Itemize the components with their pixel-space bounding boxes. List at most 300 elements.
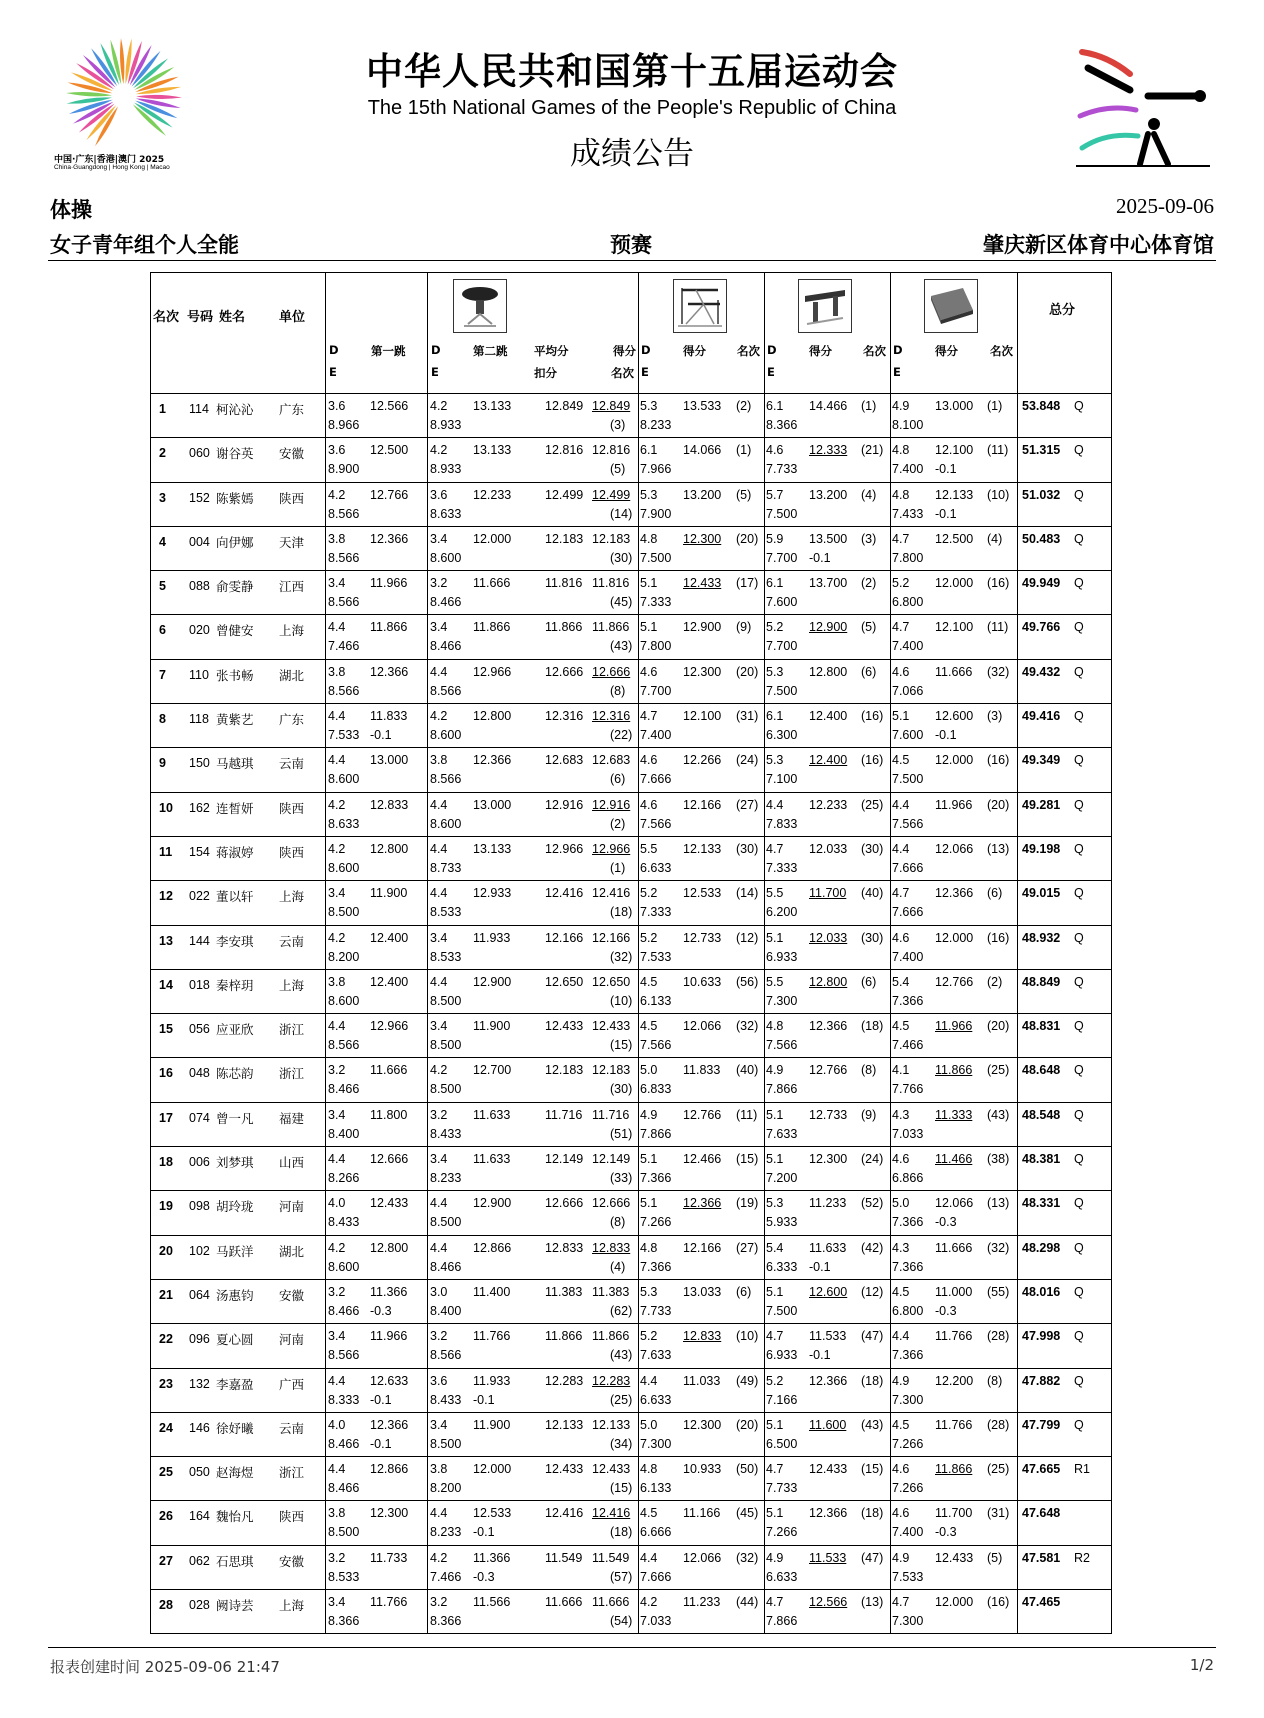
team-name: 云南 xyxy=(279,756,305,772)
ub-rank: (31) xyxy=(736,709,759,724)
team-name: 湖北 xyxy=(279,1243,305,1259)
fx-rank: (13) xyxy=(987,1196,1010,1211)
fx-d: 4.1 xyxy=(892,1063,910,1078)
table-row xyxy=(151,394,1111,438)
team-name: 天津 xyxy=(279,534,305,550)
rank-cell: 18 xyxy=(159,1155,173,1170)
table-row xyxy=(151,1280,1111,1324)
athlete-name: 俞雯静 xyxy=(216,579,254,595)
fx-e: 7.466 xyxy=(892,1038,924,1053)
gymnastics-mark xyxy=(1068,44,1218,168)
vault2-d: 4.2 xyxy=(430,443,448,458)
vault2-d: 4.4 xyxy=(430,841,448,856)
ub-rank: (50) xyxy=(736,1462,759,1477)
bb-d: 5.1 xyxy=(766,1506,784,1521)
bb-d: 6.1 xyxy=(766,576,784,591)
bb-score: 12.366 xyxy=(809,1506,848,1521)
total-score: 48.648 xyxy=(1022,1063,1061,1078)
fx-rank: (11) xyxy=(987,620,1009,635)
vault2-e: 8.466 xyxy=(430,1259,462,1274)
bb-e: 7.866 xyxy=(766,1614,798,1629)
sport-name: 体操 xyxy=(50,198,92,222)
header-bib: 号码 xyxy=(187,310,214,325)
qualification-mark: Q xyxy=(1074,974,1084,989)
vault2-score: 11.933 xyxy=(473,930,511,945)
vault2-e: 8.600 xyxy=(430,816,462,831)
ub-score: 11.833 xyxy=(683,1063,721,1078)
header-total: 总分 xyxy=(1049,303,1076,318)
athlete-name: 夏心圆 xyxy=(216,1332,254,1348)
vault1-e: 8.600 xyxy=(328,993,360,1008)
athlete-name: 陈芯韵 xyxy=(216,1066,254,1082)
bib-cell: 018 xyxy=(189,977,210,992)
vault-average: 12.833 xyxy=(545,1240,584,1255)
ub-rank: (1) xyxy=(736,443,752,458)
vault-rank: (32) xyxy=(610,949,633,964)
vault1-e: 8.500 xyxy=(328,1525,360,1540)
vault-rank: (30) xyxy=(610,1082,633,1097)
header-fx-e: E xyxy=(893,365,901,379)
ub-score: 12.166 xyxy=(683,1240,722,1255)
bb-rank: (4) xyxy=(861,487,877,502)
fx-d: 4.7 xyxy=(892,531,910,546)
vault1-d: 4.2 xyxy=(328,841,346,856)
rank-cell: 11 xyxy=(159,844,173,859)
fx-score: 12.766 xyxy=(935,974,974,989)
athlete-name: 马跃洋 xyxy=(216,1243,254,1259)
vault-average: 12.650 xyxy=(545,974,584,989)
bb-score: 12.233 xyxy=(809,797,848,812)
vault2-score: 11.633 xyxy=(473,1152,511,1167)
bb-rank: (13) xyxy=(861,1595,884,1610)
vault1-score: 11.766 xyxy=(370,1595,408,1610)
vault1-d: 4.4 xyxy=(328,753,346,768)
vault2-score: 12.966 xyxy=(473,664,512,679)
fx-deduct: -0.3 xyxy=(935,1303,957,1318)
bb-e: 7.333 xyxy=(766,860,798,875)
vault-rank: (34) xyxy=(610,1436,633,1451)
bb-rank: (30) xyxy=(861,930,884,945)
bb-e: 7.566 xyxy=(766,1038,798,1053)
vault2-score: 11.766 xyxy=(473,1329,511,1344)
bb-score: 11.633 xyxy=(809,1240,847,1255)
ub-e: 7.333 xyxy=(640,905,672,920)
vault-rank: (10) xyxy=(610,993,633,1008)
vault-average: 12.966 xyxy=(545,841,584,856)
bb-rank: (18) xyxy=(861,1506,884,1521)
vault1-score: 13.000 xyxy=(370,753,409,768)
fx-e: 7.400 xyxy=(892,462,924,477)
bb-rank: (18) xyxy=(861,1373,884,1388)
fx-rank: (5) xyxy=(987,1550,1003,1565)
bb-rank: (30) xyxy=(861,841,884,856)
vault1-score: 12.566 xyxy=(370,399,409,413)
vault-score: 12.650 xyxy=(592,974,631,989)
vault-rank: (8) xyxy=(610,1215,626,1230)
ub-d: 5.2 xyxy=(640,886,658,901)
vault2-score: 13.133 xyxy=(473,443,512,458)
vault-average: 11.866 xyxy=(545,1329,583,1344)
fx-e: 7.433 xyxy=(892,506,924,521)
bb-e: 6.333 xyxy=(766,1259,798,1274)
logo-caption-cn: 中国·广东|香港|澳门 2025 xyxy=(54,155,165,165)
qualification-mark: Q xyxy=(1074,797,1084,812)
ub-d: 5.0 xyxy=(640,1417,658,1432)
ub-score: 12.300 xyxy=(683,664,722,679)
vault-score: 11.866 xyxy=(592,1329,630,1344)
bb-score: 12.600 xyxy=(809,1284,848,1299)
ub-rank: (27) xyxy=(736,1240,759,1255)
rank-cell: 21 xyxy=(159,1287,173,1302)
team-name: 广西 xyxy=(279,1376,305,1392)
table-row xyxy=(151,881,1111,925)
fx-rank: (8) xyxy=(987,1373,1003,1388)
rank-cell: 28 xyxy=(159,1598,173,1613)
athlete-name: 马越琪 xyxy=(216,756,254,772)
vault1-e: 8.966 xyxy=(328,418,360,432)
fx-rank: (32) xyxy=(987,1240,1010,1255)
fx-rank: (13) xyxy=(987,841,1010,856)
fx-score: 12.366 xyxy=(935,886,974,901)
vault-score: 12.166 xyxy=(592,930,631,945)
bb-d: 5.1 xyxy=(766,1417,784,1432)
bib-cell: 144 xyxy=(189,933,210,948)
fx-d: 4.6 xyxy=(892,1152,910,1167)
table-row xyxy=(151,571,1111,615)
qualification-mark: Q xyxy=(1074,1284,1084,1299)
vault1-d: 3.4 xyxy=(328,886,346,901)
vault-average: 12.166 xyxy=(545,930,584,945)
total-score: 48.331 xyxy=(1022,1196,1061,1211)
ub-e: 6.666 xyxy=(640,1525,672,1540)
ub-d: 4.8 xyxy=(640,1462,658,1477)
ub-d: 4.4 xyxy=(640,1373,658,1388)
fx-rank: (31) xyxy=(987,1506,1010,1521)
vault-rank: (62) xyxy=(610,1303,633,1318)
table-header xyxy=(151,273,1111,394)
fx-e: 7.400 xyxy=(892,949,924,964)
team-name: 河南 xyxy=(279,1199,305,1215)
created-label: 报表创建时间 xyxy=(50,1658,141,1676)
ub-e: 7.566 xyxy=(640,816,672,831)
team-name: 安徽 xyxy=(279,1553,305,1569)
uneven-bars-icon xyxy=(673,279,727,333)
table-row xyxy=(151,483,1111,527)
bib-cell: 150 xyxy=(189,756,210,771)
athlete-name: 徐妤曦 xyxy=(216,1420,254,1436)
vault-rank: (2) xyxy=(610,816,626,831)
fx-d: 5.0 xyxy=(892,1196,910,1211)
vault-score: 12.916 xyxy=(592,797,631,812)
vault1-d: 4.4 xyxy=(328,1462,346,1477)
fx-d: 4.7 xyxy=(892,1595,910,1610)
bb-d: 5.5 xyxy=(766,974,784,989)
bb-d: 5.3 xyxy=(766,664,784,679)
athlete-name: 阙诗芸 xyxy=(216,1598,254,1614)
fx-rank: (1) xyxy=(987,399,1003,413)
qualification-mark: Q xyxy=(1074,1329,1084,1344)
fx-d: 4.7 xyxy=(892,886,910,901)
fx-e: 6.800 xyxy=(892,595,924,610)
ub-score: 11.233 xyxy=(683,1595,721,1610)
vault2-d: 4.4 xyxy=(430,886,448,901)
fx-d: 5.2 xyxy=(892,576,910,591)
vault-rank: (4) xyxy=(610,1259,626,1274)
team-name: 河南 xyxy=(279,1332,305,1348)
ub-rank: (14) xyxy=(736,886,759,901)
vault2-e: 8.600 xyxy=(430,728,462,743)
fx-d: 4.7 xyxy=(892,620,910,635)
fx-d: 4.6 xyxy=(892,664,910,679)
ub-score: 11.033 xyxy=(683,1373,721,1388)
ub-d: 4.6 xyxy=(640,753,658,768)
bb-e: 7.500 xyxy=(766,506,798,521)
vault2-d: 3.2 xyxy=(430,576,448,591)
ub-rank: (49) xyxy=(736,1373,759,1388)
header-bb-score: 得分 xyxy=(809,344,832,358)
vault-average: 11.383 xyxy=(545,1284,583,1299)
rank-cell: 17 xyxy=(159,1110,173,1125)
games-title-cn: 中华人民共和国第十五届运动会 xyxy=(366,50,898,93)
venue-name: 肇庆新区体育中心体育馆 xyxy=(983,233,1214,257)
bb-score: 11.533 xyxy=(809,1550,847,1565)
vault1-score: 12.366 xyxy=(370,1417,409,1432)
vault2-e: 7.466 xyxy=(430,1569,462,1584)
vault2-d: 3.2 xyxy=(430,1329,448,1344)
vault1-score: 12.300 xyxy=(370,1506,409,1521)
rank-cell: 22 xyxy=(159,1332,173,1347)
fx-rank: (2) xyxy=(987,974,1003,989)
athlete-name: 胡玲珑 xyxy=(216,1199,254,1215)
table-row xyxy=(151,1058,1111,1102)
vault1-score: 12.766 xyxy=(370,487,409,502)
ub-d: 5.1 xyxy=(640,576,658,591)
vault-average: 12.283 xyxy=(545,1373,584,1388)
vault2-e: 8.466 xyxy=(430,639,462,654)
table-row xyxy=(151,1191,1111,1235)
vault-score: 12.966 xyxy=(592,841,631,856)
vault2-d: 4.4 xyxy=(430,664,448,679)
ub-rank: (2) xyxy=(736,399,752,413)
table-row xyxy=(151,527,1111,571)
bib-cell: 164 xyxy=(189,1509,210,1524)
vault2-e: 8.533 xyxy=(430,949,462,964)
vault1-score: 11.833 xyxy=(370,709,408,724)
vault2-score: 12.900 xyxy=(473,974,512,989)
vault2-d: 4.4 xyxy=(430,974,448,989)
vault-average: 11.716 xyxy=(545,1107,583,1122)
ub-score: 12.766 xyxy=(683,1107,722,1122)
ub-score: 14.066 xyxy=(683,443,722,458)
logo-petal xyxy=(66,96,112,106)
fx-score: 12.066 xyxy=(935,1196,974,1211)
fx-rank: (6) xyxy=(987,886,1003,901)
vault-average: 11.866 xyxy=(545,620,583,635)
ub-e: 7.733 xyxy=(640,1303,672,1318)
vault-score: 12.849 xyxy=(592,399,631,413)
ub-rank: (20) xyxy=(736,1417,759,1432)
vault1-d: 4.4 xyxy=(328,620,346,635)
qualification-mark: Q xyxy=(1074,1152,1084,1167)
fx-d: 5.4 xyxy=(892,974,910,989)
fx-d: 4.3 xyxy=(892,1107,910,1122)
header-ub-rank: 名次 xyxy=(737,344,760,358)
fx-rank: (28) xyxy=(987,1329,1010,1344)
qualification-mark: Q xyxy=(1074,531,1084,546)
bb-e: 7.500 xyxy=(766,1303,798,1318)
vault1-e: 8.600 xyxy=(328,1259,360,1274)
rank-cell: 3 xyxy=(159,490,166,505)
rank-cell: 10 xyxy=(159,800,173,815)
ub-e: 7.700 xyxy=(640,683,672,698)
vault1-score: 11.866 xyxy=(370,620,408,635)
ub-d: 5.1 xyxy=(640,1196,658,1211)
bb-score: 12.300 xyxy=(809,1152,848,1167)
table-row xyxy=(151,926,1111,970)
header-vault2-d: D xyxy=(431,343,441,357)
bb-e: 7.633 xyxy=(766,1126,798,1141)
bb-e: 7.200 xyxy=(766,1171,798,1186)
bb-rank: (3) xyxy=(861,531,877,546)
ub-e: 6.133 xyxy=(640,993,672,1008)
team-name: 云南 xyxy=(279,933,305,949)
vault1-e: 8.633 xyxy=(328,816,360,831)
ub-d: 5.2 xyxy=(640,930,658,945)
vault1-score: 12.366 xyxy=(370,531,409,546)
vault1-e: 8.600 xyxy=(328,772,360,787)
vault-rank: (33) xyxy=(610,1171,633,1186)
ub-rank: (12) xyxy=(736,930,759,945)
vault2-score: 11.400 xyxy=(473,1284,511,1299)
rank-cell: 27 xyxy=(159,1553,173,1568)
ub-e: 7.633 xyxy=(640,1348,672,1363)
vault1-d: 4.0 xyxy=(328,1196,346,1211)
vault-score: 12.816 xyxy=(592,443,631,458)
rank-cell: 15 xyxy=(159,1022,173,1037)
athlete-name: 黄紫艺 xyxy=(216,712,254,728)
ub-e: 6.833 xyxy=(640,1082,672,1097)
rank-cell: 23 xyxy=(159,1376,173,1391)
total-score: 47.465 xyxy=(1022,1595,1061,1610)
bb-d: 5.1 xyxy=(766,1152,784,1167)
vault2-score: 12.800 xyxy=(473,709,512,724)
rank-cell: 26 xyxy=(159,1509,173,1524)
vault2-d: 3.4 xyxy=(430,930,448,945)
ub-d: 4.4 xyxy=(640,1550,658,1565)
vault-score: 12.416 xyxy=(592,886,631,901)
vault-average: 12.183 xyxy=(545,1063,584,1078)
bb-score: 12.366 xyxy=(809,1373,848,1388)
fx-e: 7.300 xyxy=(892,1614,924,1629)
total-score: 49.416 xyxy=(1022,709,1061,724)
total-score: 51.315 xyxy=(1022,443,1061,458)
fx-d: 4.3 xyxy=(892,1240,910,1255)
vault-average: 11.666 xyxy=(545,1595,583,1610)
team-name: 安徽 xyxy=(279,1287,305,1303)
ub-rank: (15) xyxy=(736,1152,759,1167)
ub-e: 7.666 xyxy=(640,772,672,787)
qualification-mark: Q xyxy=(1074,1240,1084,1255)
athlete-name: 李嘉盈 xyxy=(216,1376,254,1392)
qualification-mark: Q xyxy=(1074,1417,1084,1432)
fx-e: 7.400 xyxy=(892,639,924,654)
ub-score: 12.900 xyxy=(683,620,722,635)
bb-score: 12.366 xyxy=(809,1019,848,1034)
team-name: 湖北 xyxy=(279,667,305,683)
total-score: 48.016 xyxy=(1022,1284,1061,1299)
ub-rank: (9) xyxy=(736,620,752,635)
bb-e: 7.166 xyxy=(766,1392,798,1407)
bib-cell: 110 xyxy=(189,667,209,682)
vault1-e: 8.466 xyxy=(328,1436,360,1451)
vault2-score: 13.000 xyxy=(473,797,512,812)
header-name: 姓名 xyxy=(219,310,246,325)
ub-e: 7.400 xyxy=(640,728,672,743)
vault2-e: 8.733 xyxy=(430,860,462,875)
table-row xyxy=(151,793,1111,837)
vault1-d: 3.8 xyxy=(328,1506,346,1521)
fx-rank: (55) xyxy=(987,1284,1010,1299)
bb-rank: (52) xyxy=(861,1196,884,1211)
bib-cell: 132 xyxy=(189,1376,210,1391)
qualification-mark: R2 xyxy=(1074,1550,1090,1565)
bb-rank: (40) xyxy=(861,886,884,901)
vault1-score: 12.500 xyxy=(370,443,409,458)
vault-rank: (8) xyxy=(610,683,626,698)
fx-score: 11.766 xyxy=(935,1329,973,1344)
vault1-d: 3.2 xyxy=(328,1550,346,1565)
athlete-name: 李安琪 xyxy=(216,933,254,949)
bb-score: 12.766 xyxy=(809,1063,848,1078)
vault-score: 12.433 xyxy=(592,1462,631,1477)
vault2-e: 8.233 xyxy=(430,1525,462,1540)
athlete-name: 张书畅 xyxy=(216,667,254,683)
vault1-d: 4.4 xyxy=(328,1152,346,1167)
qualification-mark: Q xyxy=(1074,1063,1084,1078)
header-bb-e: E xyxy=(767,365,775,379)
fx-e: 7.366 xyxy=(892,993,924,1008)
vault-score: 12.133 xyxy=(592,1417,631,1432)
fx-e: 7.766 xyxy=(892,1082,924,1097)
table-body xyxy=(151,394,1111,1633)
ub-d: 4.9 xyxy=(640,1107,658,1122)
vault-average: 11.549 xyxy=(545,1550,583,1565)
fx-score: 12.200 xyxy=(935,1373,974,1388)
ub-score: 12.100 xyxy=(683,709,722,724)
vault-score: 12.416 xyxy=(592,1506,631,1521)
vault1-score: 11.733 xyxy=(370,1550,408,1565)
table-row xyxy=(151,1147,1111,1191)
rank-cell: 8 xyxy=(159,712,166,727)
fx-d: 5.1 xyxy=(892,709,910,724)
header-titles xyxy=(300,50,964,174)
vault2-deduct: -0.1 xyxy=(473,1525,495,1540)
vault1-d: 4.2 xyxy=(328,930,346,945)
bb-rank: (12) xyxy=(861,1284,884,1299)
vault2-e: 8.633 xyxy=(430,506,462,521)
ub-score: 10.933 xyxy=(683,1462,722,1477)
total-score: 51.032 xyxy=(1022,487,1061,502)
bb-e: 5.933 xyxy=(766,1215,798,1230)
fx-score: 11.666 xyxy=(935,1240,973,1255)
fx-e: 7.566 xyxy=(892,816,924,831)
team-name: 陕西 xyxy=(279,1509,305,1525)
bb-rank: (43) xyxy=(861,1417,884,1432)
bib-cell: 050 xyxy=(189,1465,210,1480)
header-rank: 名次 xyxy=(153,310,180,325)
fx-d: 4.8 xyxy=(892,487,910,502)
ub-score: 12.166 xyxy=(683,797,722,812)
